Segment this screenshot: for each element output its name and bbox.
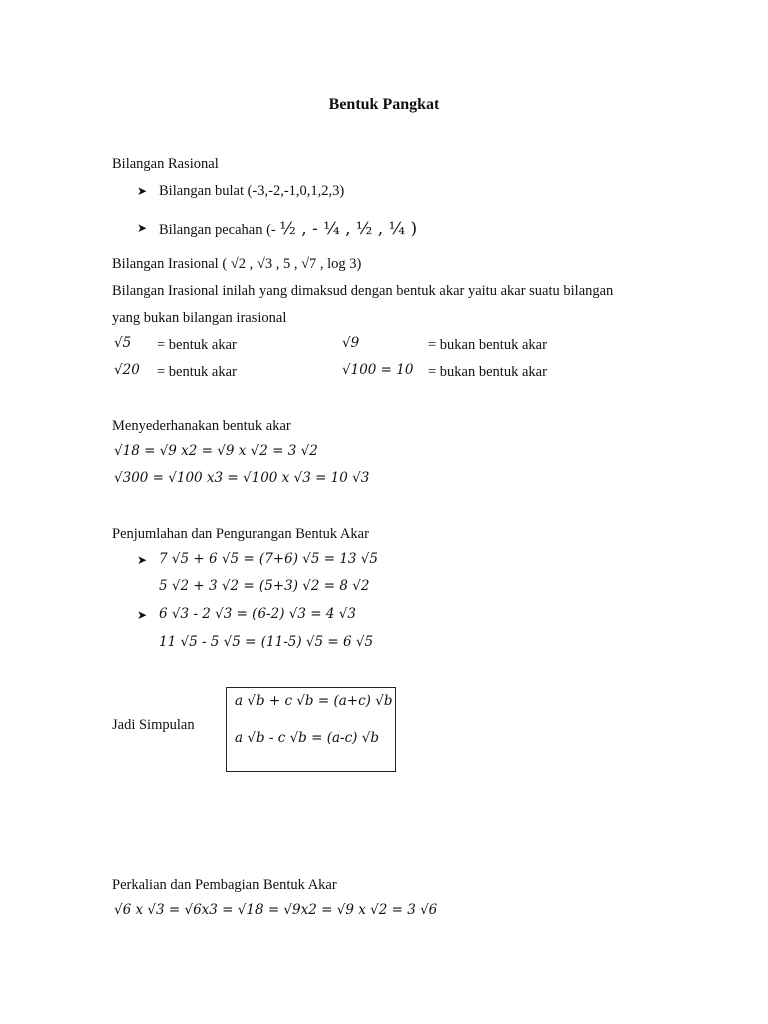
pecahan-prefix: Bilangan pecahan (- — [159, 222, 276, 238]
sederhana-heading: Menyederhanakan bentuk akar — [112, 418, 291, 434]
irasional-desc-2: yang bukan bilangan irasional — [112, 310, 287, 326]
sederhana-line: √18 = √9 x2 = √9 x √2 = 3 √2 — [114, 443, 318, 459]
rasional-heading: Bilangan Rasional — [112, 156, 219, 172]
example-right-label: = bukan bentuk akar — [428, 337, 547, 353]
example-left-label: = bentuk akar — [157, 364, 237, 380]
perkalian-line: √6 x √3 = √6x3 = √18 = √9x2 = √9 x √2 = 3 √6 — [114, 902, 438, 918]
arrow-bullet-icon: ➤ — [137, 184, 148, 198]
example-left-label: = bentuk akar — [157, 337, 237, 353]
pecahan-values: ½ , - ¼ , ½ , ¼ ) — [279, 219, 418, 239]
penjumlahan-line: 5 √2 + 3 √2 = (5+3) √2 = 8 √2 — [159, 578, 370, 594]
arrow-bullet-icon: ➤ — [137, 221, 148, 235]
arrow-bullet-icon: ➤ — [137, 553, 148, 567]
pengurangan-line: 6 √3 - 2 √3 = (6-2) √3 = 4 √3 — [159, 606, 356, 622]
simpulan-label: Jadi Simpulan — [112, 717, 195, 733]
bilangan-bulat-text: Bilangan bulat (-3,-2,-1,0,1,2,3) — [159, 183, 345, 199]
simpulan-formula: a √b + c √b = (a+c) √b — [235, 693, 393, 709]
arrow-bullet-icon: ➤ — [137, 608, 148, 622]
example-left-expr: √20 — [114, 362, 140, 378]
example-right-label: = bukan bentuk akar — [428, 364, 547, 380]
penjumlahan-line: 7 √5 + 6 √5 = (7+6) √5 = 13 √5 — [159, 551, 378, 567]
example-right-expr: √100 = 10 — [342, 362, 414, 378]
pengurangan-line: 11 √5 - 5 √5 = (11-5) √5 = 6 √5 — [159, 634, 374, 650]
simpulan-formula: a √b - c √b = (a-c) √b — [235, 730, 379, 746]
example-left-expr: √5 — [114, 335, 132, 351]
penjumlahan-heading: Penjumlahan dan Pengurangan Bentuk Akar — [112, 526, 369, 542]
perkalian-heading: Perkalian dan Pembagian Bentuk Akar — [112, 877, 337, 893]
irasional-heading: Bilangan Irasional ( √2 , √3 , 5 , √7 , log 3) — [112, 256, 362, 272]
irasional-desc-1: Bilangan Irasional inilah yang dimaksud dengan bentuk akar yaitu akar suatu bilangan — [112, 283, 614, 299]
sederhana-line: √300 = √100 x3 = √100 x √3 = 10 √3 — [114, 470, 370, 486]
bilangan-pecahan-text — [159, 221, 417, 238]
page-title: Bentuk Pangkat — [328, 96, 440, 113]
example-right-expr: √9 — [342, 335, 360, 351]
